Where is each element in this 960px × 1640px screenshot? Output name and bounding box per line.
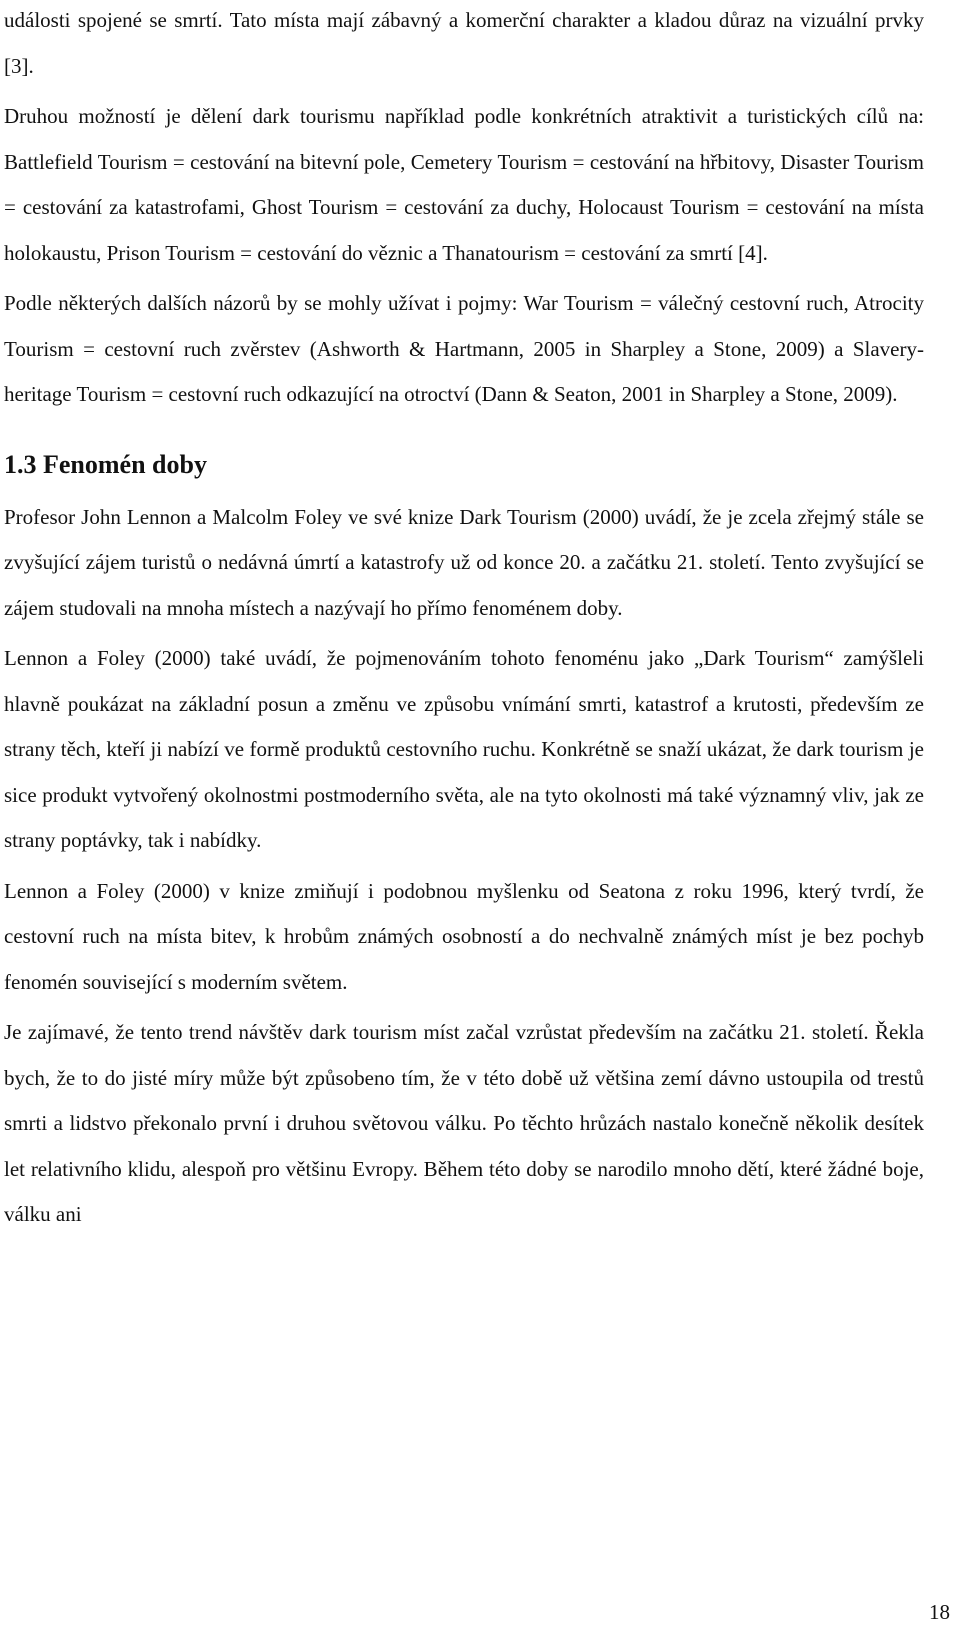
paragraph-attraction-types: Druhou možností je dělení dark tourismu například podle konkrétních atraktivit a turistických cílů na: Battlefield Tourism = cestování na bitevní pole, Cemetery Tourism = cestování na hřbitovy, Disaster Tourism = cestování za katastrofami, Ghost Tourism = cestování za duchy, Holocaust Tourism = cestování na místa holokaustu, Prison Tourism = cestování do věznic a Thanatourism = cestování za smrtí [4]. (4, 104, 924, 265)
paragraph-lennon-foley-intro: Profesor John Lennon a Malcolm Foley ve své knize Dark Tourism (2000) uvádí, že je zcela zřejmý stále se zvyšující zájem turistů o nedávná úmrtí a katastrofy už od konce 20. a začátku 21. století. Tento zvyšující se zájem studovali na mnoha místech a nazývají ho přímo fenoménem doby. (4, 504, 924, 620)
section-heading: 1.3 Fenomén doby (4, 449, 207, 479)
paragraph-dark-tourism-continuation: události spojené se smrtí. Tato místa mají zábavný a komerční charakter a kladou důraz na vizuální prvky [3]. (4, 8, 924, 78)
paragraph-dark-tourism-naming: Lennon a Foley (2000) také uvádí, že pojmenováním tohoto fenoménu jako „Dark Tourism“ zamýšleli hlavně poukázat na základní posun a změnu ve způsobu vnímání smrti, katastrof a krutosti, především ze strany těch, kteří ji nabízí ve formě produktů cestovního ruchu. Konkrétně se snaží ukázat, že dark tourism je sice produkt vytvořený okolnostmi postmoderního světa, ale na tyto okolnosti má také významný vliv, jak ze strany poptávky, tak i nabídky. (4, 646, 924, 852)
page-number: 18 (929, 1600, 950, 1624)
paragraph-seaton-idea: Lennon a Foley (2000) v knize zmiňují i podobnou myšlenku od Seatona z roku 1996, který tvrdí, že cestovní ruch na místa bitev, k hrobům známých osobností a do nechvalně známých míst je bez pochyb fenomén související s moderním světem. (4, 878, 924, 994)
paragraph-trend-21st-century: Je zajímavé, že tento trend návštěv dark tourism míst začal vzrůstat především na začátku 21. století. Řekla bych, že to do jisté míry může být způsobeno tím, že v této době už většina zemí dávno ustoupila od trestů smrti a lidstvo překonalo první i druhou světovou válku. Po těchto hrůzách nastalo konečně několik desítek let relativního klidu, alespoň pro většinu Evropy. Během této doby se narodilo mnoho dětí, které žádné boje, válku ani (4, 1020, 924, 1226)
document-page (4, 0, 924, 1238)
paragraph-other-terms: Podle některých dalších názorů by se mohly užívat i pojmy: War Tourism = válečný cestovní ruch, Atrocity Tourism = cestovní ruch zvěrstev (Ashworth & Hartmann, 2005 in Sharpley a Stone, 2009) a Slavery-heritage Tourism = cestovní ruch odkazující na otroctví (Dann & Seaton, 2001 in Sharpley a Stone, 2009). (4, 291, 924, 406)
